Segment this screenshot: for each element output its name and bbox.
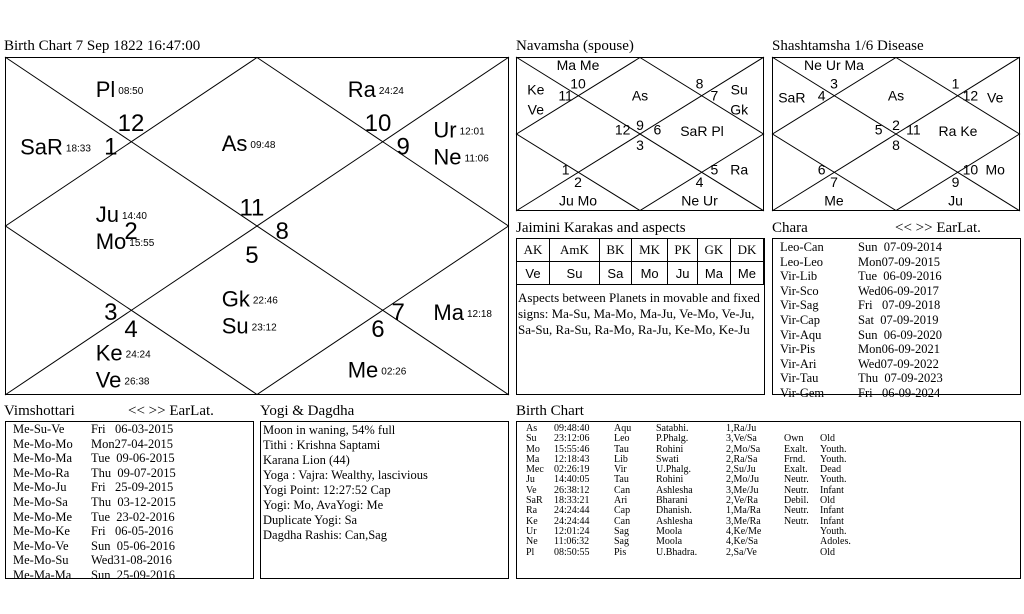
planet-label: Gk 22:46 (221, 286, 278, 312)
dasha-date: Fri 07-09-2018 (858, 298, 941, 313)
planet-row (526, 548, 860, 558)
dasha-row[interactable] (13, 524, 176, 539)
planet-label: Su 23:12 (221, 313, 277, 339)
planet-cell: Infant (820, 515, 844, 527)
house-sign-number: 10 (570, 75, 586, 92)
dasha-period: Me-Su-Ve (13, 422, 65, 436)
planet-cell: Old (820, 433, 835, 445)
planet-cell: 18:33:21 (554, 495, 590, 507)
house-sign-number: 5 (245, 241, 259, 269)
planet-cell: Pis (614, 546, 627, 558)
planet-label: Me 02:26 (347, 357, 407, 383)
planet-label: Ve (987, 89, 1004, 106)
dasha-date: Mon27-04-2015 (91, 436, 173, 451)
planet-cell: 23:12:06 (554, 433, 590, 445)
planet-label: SaR (778, 89, 806, 106)
dasha-period: Vir-Lib (780, 269, 818, 284)
planet-cell: Leo (614, 433, 630, 445)
dasha-row[interactable] (780, 357, 943, 372)
yogi-line: Dagdha Rashis: Can,Sag (263, 528, 387, 542)
dasha-row[interactable] (780, 371, 943, 386)
planet-label: Ma 12:18 (433, 299, 492, 325)
planet-cell: Cap (614, 505, 631, 517)
planet-cell: Aqu (614, 423, 632, 434)
dasha-date: Wed07-09-2022 (858, 356, 939, 371)
planet-label: Pl 08:50 (95, 76, 144, 102)
planet-label: Ne 11:06 (433, 144, 489, 170)
planet-cell: Neutr. (784, 505, 809, 517)
vimshottari-title: Vimshottari (4, 403, 75, 419)
dasha-period: Me-Ma-Ma (13, 567, 72, 582)
planet-cell: Exalt. (784, 443, 808, 455)
planet-positions-table (526, 424, 860, 558)
planet-cell: Infant (820, 505, 844, 517)
planet-cell: Dhanish. (656, 505, 692, 517)
planet-cell: 2,Su/Ju (726, 464, 756, 476)
planet-cell: Mec (526, 464, 544, 476)
planet-label: SaR Pl (680, 123, 724, 140)
birth-chart-diagram[interactable] (5, 57, 509, 395)
dasha-date: Sun 05-06-2016 (91, 538, 176, 553)
planet-label: Me (824, 192, 844, 209)
dasha-date: Sat 07-09-2019 (858, 312, 939, 327)
house-sign-number: 5 (710, 161, 719, 178)
planet-cell: Old (820, 546, 835, 558)
planet-cell: Moola (656, 536, 683, 548)
planet-cell: 3,Me/Ra (726, 515, 761, 527)
dasha-period: Vir-Ari (780, 356, 817, 371)
planet-cell: Swati (656, 453, 679, 465)
dasha-row[interactable] (13, 437, 176, 452)
yogi-line: Karana Lion (44) (263, 453, 350, 467)
house-sign-number: 11 (239, 194, 265, 222)
dasha-date: Fri 06-09-2024 (858, 385, 941, 400)
birth-table-panel (516, 421, 1021, 579)
dasha-date: Tue 23-02-2016 (91, 509, 175, 524)
house-sign-number: 12 (117, 109, 145, 137)
planet-cell: Can (614, 515, 631, 527)
house-sign-number: 7 (391, 299, 405, 327)
karaka-header: MK (631, 239, 668, 262)
planet-cell: Pl (526, 546, 535, 558)
dasha-date: Tue 06-09-2016 (858, 269, 942, 284)
yogi-line: Yogi: Mo, AvaYogi: Me (263, 498, 384, 512)
planet-cell: Moola (656, 525, 683, 537)
karaka-value: Ve (517, 262, 550, 285)
house-sign-number: 1 (104, 133, 118, 161)
dasha-row[interactable] (13, 466, 176, 481)
dasha-date: Sun 06-09-2020 (858, 327, 943, 342)
house-sign-number: 4 (695, 173, 704, 190)
planet-cell: Old (820, 495, 835, 507)
jaimini-title: Jaimini Karakas and aspects (516, 220, 686, 236)
house-sign-number: 6 (653, 121, 662, 138)
dasha-row[interactable] (13, 553, 176, 568)
planet-cell: 09:48:40 (554, 423, 590, 434)
house-sign-number: 4 (124, 316, 138, 344)
planet-cell: 3,Ve/Sa (726, 433, 757, 445)
dasha-date: Fri 06-03-2015 (91, 422, 174, 436)
planet-cell: 24:24:44 (554, 505, 590, 517)
planet-cell: Bharani (656, 495, 688, 507)
birth-chart-title: Birth Chart 7 Sep 1822 16:47:00 (4, 38, 201, 54)
planet-cell: Ne (526, 536, 538, 548)
dasha-period: Vir-Cap (780, 312, 820, 327)
navamsha-chart-diagram[interactable] (516, 57, 764, 211)
karaka-header: AK (517, 239, 550, 262)
chara-title: Chara (772, 220, 808, 236)
planet-cell: Ma (526, 453, 540, 465)
planet-cell: 14:40:05 (554, 474, 590, 486)
planet-label: Su (730, 81, 748, 98)
dasha-date: Thu 09-07-2015 (91, 465, 176, 480)
planet-cell: 2,Mo/Sa (726, 443, 761, 455)
dasha-row[interactable] (13, 539, 176, 554)
planet-label: Ve (527, 101, 545, 118)
karaka-table (516, 238, 764, 285)
planet-label: Ra 24:24 (347, 76, 404, 102)
house-sign-number: 3 (636, 137, 644, 154)
planet-cell: 1,Ma/Ra (726, 505, 761, 517)
planet-cell: Su (526, 433, 537, 445)
planet-cell: Adoles. (820, 536, 851, 548)
dasha-date: Wed31-08-2016 (91, 553, 172, 568)
planet-label: Ke (527, 81, 545, 98)
karaka-header: DK (730, 239, 763, 262)
planet-cell: Ra (526, 505, 538, 517)
planet-cell: 2,Ve/Ra (726, 495, 758, 507)
house-sign-number: 9 (636, 117, 644, 134)
planet-cell: Lib (614, 453, 628, 465)
house-sign-number: 10 (364, 109, 392, 137)
planet-cell: 08:50:55 (554, 546, 590, 558)
dasha-row[interactable] (780, 255, 943, 270)
dasha-period: Me-Mo-Su (13, 553, 69, 568)
planet-cell: 2,Mo/Ju (726, 474, 760, 486)
planet-label: Ne Ur (681, 192, 718, 209)
vimshottari-panel[interactable] (5, 421, 254, 582)
vimshottari-dasha-list (13, 422, 176, 583)
karaka-header: BK (599, 239, 631, 262)
yogi-line: Yoga : Vajra: Wealthy, lascivious (263, 468, 428, 482)
karaka-value: Su (550, 262, 600, 285)
yogi-line: Duplicate Yogi: Sa (263, 513, 358, 527)
house-sign-number: 12 (962, 87, 979, 104)
dasha-period: Me-Mo-Me (13, 509, 73, 524)
dasha-row[interactable] (780, 342, 943, 357)
house-sign-number: 5 (874, 121, 883, 138)
planet-cell: Ke (526, 515, 538, 527)
dasha-period: Leo-Can (780, 240, 824, 254)
planet-cell: 11:06:32 (554, 536, 590, 548)
house-sign-number: 2 (892, 117, 900, 134)
planet-cell: Dead (820, 464, 842, 476)
shashtamsha-title: Shashtamsha 1/6 Disease (772, 38, 924, 54)
dasha-date: Mon06-09-2021 (858, 342, 940, 357)
dasha-row[interactable] (13, 480, 176, 495)
dasha-row[interactable] (780, 298, 943, 313)
planet-cell: Youth. (820, 474, 847, 486)
dasha-period: Vir-Aqu (780, 327, 822, 342)
planet-cell: Tau (614, 474, 629, 486)
house-sign-number: 2 (574, 173, 582, 190)
planet-cell: Debil. (784, 495, 809, 507)
karaka-value: Ju (668, 262, 697, 285)
planet-cell: 24:24:44 (554, 515, 590, 527)
planet-label: Ne Ur Ma (804, 56, 864, 73)
planet-cell: Tau (614, 443, 629, 455)
yogi-title: Yogi & Dagdha (260, 403, 355, 419)
planet-cell: Ju (526, 474, 535, 486)
house-sign-number: 8 (695, 75, 704, 92)
planet-label: Ur 12:01 (433, 117, 485, 143)
planet-cell: Youth. (820, 525, 847, 537)
planet-label: Ma Me (556, 56, 600, 73)
yogi-line: Yogi Point: 12:27:52 Cap (263, 483, 391, 497)
planet-cell: 12:18:43 (554, 453, 590, 465)
dasha-period: Leo-Leo (780, 254, 824, 269)
house-sign-number: 6 (817, 161, 826, 178)
house-sign-number: 2 (124, 218, 138, 246)
birth-table-title: Birth Chart (516, 403, 584, 419)
house-sign-number: 1 (951, 75, 960, 92)
dasha-period: Me-Mo-Mo (13, 436, 73, 451)
planet-cell: Ashlesha (656, 484, 693, 496)
dasha-row[interactable] (780, 313, 943, 328)
planet-cell: Ashlesha (656, 515, 693, 527)
planet-cell: Neutr. (784, 474, 809, 486)
planet-cell: Rohini (656, 443, 684, 455)
planet-cell: 02:26:19 (554, 464, 590, 476)
chara-nav-links[interactable]: << >> EarLat. (895, 220, 981, 236)
planet-label: As (887, 87, 905, 104)
planet-label: Ra Ke (938, 123, 978, 140)
dasha-date: Sun 25-09-2016 (91, 567, 176, 582)
planet-cell: Own (784, 433, 804, 445)
planet-cell: 26:38:12 (554, 484, 590, 496)
yogi-line: Moon in waning, 54% full (263, 423, 396, 437)
planet-cell: 2,Sa/Ve (726, 546, 757, 558)
planet-label: Ve 26:38 (95, 367, 150, 393)
house-sign-number: 12 (614, 121, 631, 138)
planet-cell: Vir (614, 464, 627, 476)
dasha-period: Me-Mo-Ra (13, 465, 70, 480)
dasha-period: Vir-Gem (780, 385, 825, 400)
dasha-row[interactable] (780, 269, 943, 284)
dasha-row[interactable] (13, 451, 176, 466)
dasha-date: Thu 07-09-2023 (858, 371, 943, 386)
dasha-row[interactable] (780, 284, 943, 299)
dasha-date: Sun 07-09-2014 (858, 240, 943, 254)
planet-cell: Sag (614, 536, 629, 548)
house-sign-number: 3 (104, 299, 118, 327)
planet-cell: Satabhi. (656, 423, 689, 434)
house-sign-number: 9 (396, 133, 410, 161)
karaka-value: Ma (697, 262, 730, 285)
dasha-period: Vir-Tau (780, 371, 819, 386)
planet-cell: Youth. (820, 443, 847, 455)
karaka-header: AmK (550, 239, 600, 262)
house-sign-number: 11 (906, 121, 921, 138)
dasha-date: Fri 06-05-2016 (91, 524, 174, 539)
planet-cell: SaR (526, 495, 543, 507)
planet-label: Ju Mo (558, 192, 598, 209)
planet-label: Mo (985, 161, 1005, 178)
dasha-period: Me-Mo-Ju (13, 480, 67, 495)
dasha-date: Tue 09-06-2015 (91, 451, 175, 466)
dasha-period: Vir-Sag (780, 298, 819, 313)
planet-cell: Exalt. (784, 464, 808, 476)
planet-label: As 09:48 (221, 130, 276, 156)
karaka-value: Sa (599, 262, 631, 285)
planet-cell: 4,Ke/Me (726, 525, 762, 537)
dasha-date: Mon07-09-2015 (858, 254, 940, 269)
planet-cell: Sag (614, 525, 629, 537)
planet-label: Ju 14:40 (95, 201, 148, 227)
dasha-row[interactable] (780, 386, 943, 401)
house-sign-number: 8 (275, 218, 289, 246)
yogi-panel (260, 421, 509, 579)
house-sign-number: 3 (830, 75, 838, 92)
house-sign-number: 11 (558, 87, 573, 104)
yogi-line: Tithi : Krishna Saptami (263, 438, 381, 452)
dasha-period: Me-Mo-Ma (13, 451, 73, 466)
dasha-date: Thu 03-12-2015 (91, 494, 176, 509)
planet-cell: 12:01:24 (554, 525, 590, 537)
dasha-row[interactable] (13, 422, 176, 437)
house-sign-number: 7 (830, 173, 838, 190)
dasha-period: Vir-Sco (780, 283, 819, 298)
planet-cell: 1,Ra/Ju (726, 423, 757, 434)
planet-label: As (631, 87, 649, 104)
planet-cell: Neutr. (784, 484, 809, 496)
house-sign-number: 9 (951, 173, 960, 190)
dasha-row[interactable] (780, 328, 943, 343)
karaka-header: PK (668, 239, 697, 262)
shashtamsha-chart-diagram[interactable] (772, 57, 1020, 211)
dasha-row[interactable] (780, 240, 943, 255)
jaimini-aspects-text: Aspects between Planets in movable and fixed signs: Ma-Su, Ma-Mo, Ma-Ju, Ve-Mo, Ve-Ju, Sa-Su, Ra-Su, Ra-Mo, Ra-Ju, Ke-Mo, Ke-Ju (518, 290, 760, 337)
karaka-value: Me (730, 262, 763, 285)
planet-cell: Can (614, 484, 631, 496)
house-sign-number: 1 (561, 161, 570, 178)
planet-label: Ju (948, 192, 963, 209)
chara-panel[interactable] (772, 238, 1021, 400)
house-sign-number: 7 (710, 87, 719, 104)
karaka-header-row (517, 239, 764, 262)
planet-cell: Rohini (656, 474, 684, 486)
dasha-period: Me-Mo-Ve (13, 538, 69, 553)
dasha-date: Fri 25-09-2015 (91, 480, 174, 495)
house-sign-number: 10 (962, 161, 979, 178)
planet-cell: Neutr. (784, 515, 809, 527)
planet-cell: P.Phalg. (656, 433, 689, 445)
dasha-date: Wed06-09-2017 (858, 283, 939, 298)
karaka-value-row (517, 262, 764, 285)
house-sign-number: 4 (817, 87, 826, 104)
chara-dasha-list (780, 240, 943, 401)
planet-cell: 2,Ra/Sa (726, 453, 758, 465)
dasha-period: Me-Mo-Sa (13, 494, 68, 509)
planet-label: SaR 18:33 (20, 134, 91, 160)
planet-label: Ra (730, 161, 749, 178)
dasha-period: Me-Mo-Ke (13, 524, 70, 539)
planet-cell: Ari (614, 495, 628, 507)
planet-cell: 3,Me/Ju (726, 484, 759, 496)
navamsha-title: Navamsha (spouse) (516, 38, 634, 54)
dasha-row[interactable] (13, 568, 176, 583)
planet-cell: Mo (526, 443, 540, 455)
house-sign-number: 6 (371, 316, 385, 344)
dasha-row[interactable] (13, 510, 176, 525)
planet-cell: 15:55:46 (554, 443, 590, 455)
planet-cell: 4,Ke/Sa (726, 536, 758, 548)
planet-cell: U.Phalg. (656, 464, 691, 476)
house-sign-number: 8 (892, 137, 900, 154)
vimshottari-nav-links[interactable]: << >> EarLat. (128, 403, 214, 419)
planet-cell: Infant (820, 484, 844, 496)
planet-cell: Ur (526, 525, 537, 537)
karaka-header: GK (697, 239, 730, 262)
planet-cell: Ve (526, 484, 537, 496)
dasha-period: Vir-Pis (780, 342, 816, 357)
planet-label: Gk (730, 101, 749, 118)
karaka-value: Mo (631, 262, 668, 285)
planet-cell: U.Bhadra. (656, 546, 698, 558)
planet-cell: As (526, 423, 538, 434)
planet-label: Ke 24:24 (95, 340, 151, 366)
planet-cell: Youth. (820, 453, 847, 465)
planet-label: Mo 15:55 (95, 228, 155, 254)
planet-cell: Frnd. (784, 453, 806, 465)
dasha-row[interactable] (13, 495, 176, 510)
